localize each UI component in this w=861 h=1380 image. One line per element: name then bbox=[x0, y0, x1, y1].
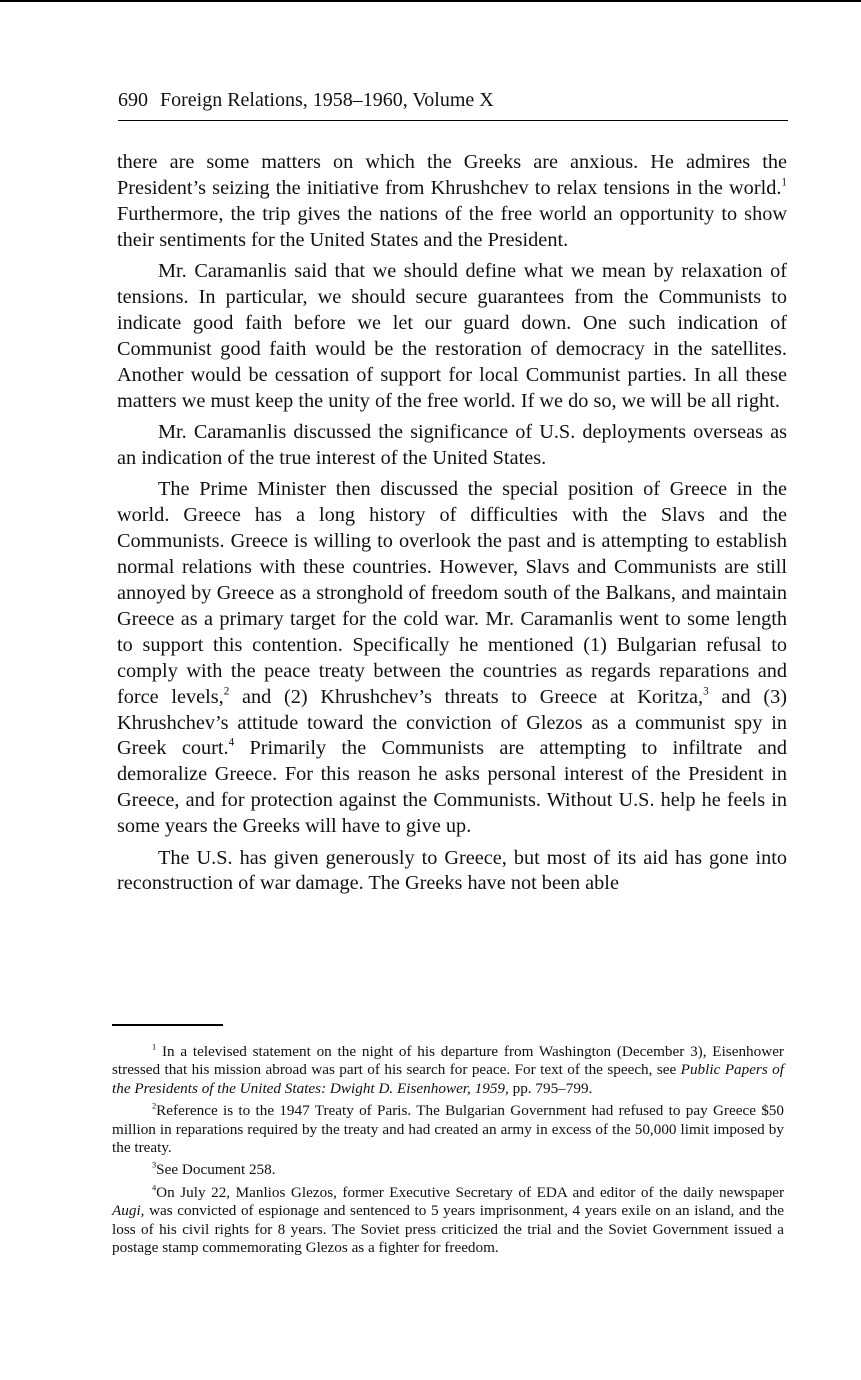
footnote-1-citation: Public Papers of the Presidents of the United States: Dwight D. Eisenhower, 1959, bbox=[112, 1061, 784, 1097]
footnote-1-number: 1 bbox=[152, 1042, 157, 1052]
footnote-1 bbox=[112, 1043, 784, 1098]
footnote-4 bbox=[112, 1184, 784, 1258]
footnote-ref-4: 4 bbox=[228, 737, 235, 750]
paragraph-1-text-cont: Furthermore, the trip gives the nations of the free world an opportunity to show their sentiments for the United States and the President. bbox=[117, 202, 787, 251]
footnote-4-text-cont: was convicted of espionage and sentenced to 5 years imprisonment, 4 years exile on an island, and the loss of his civil rights for 8 years. The Soviet press criticized the trial and the Soviet Government issued a postage stamp commemorating Glezos as a fighter for freedom. bbox=[112, 1202, 784, 1257]
footnote-1-pages: pp. 795–799. bbox=[508, 1079, 593, 1097]
footnote-3-number: 3 bbox=[152, 1161, 157, 1171]
paragraph-1 bbox=[117, 150, 787, 254]
paragraph-2: Mr. Caramanlis said that we should define what we mean by relaxation of tensions. In particular, we should secure guarantees from the Communists to indicate good faith before we let our guard down. One such indication of Communist good faith would be the restoration of democracy in the satellites. Another would be cessation of support for local Communist parties. In all these matters we must keep the unity of the free world. If we do so, we will be all right. bbox=[117, 260, 787, 412]
paragraph-1-text: there are some matters on which the Greeks are anxious. He admires the President’s seizing the initiative from Khrushchev to relax tensions in the world. bbox=[117, 151, 787, 199]
paragraph-4 bbox=[117, 477, 787, 840]
page-number: 690 bbox=[118, 89, 148, 111]
body-text bbox=[117, 150, 787, 903]
footnote-separator bbox=[112, 1024, 223, 1026]
volume-title: Foreign Relations, 1958–1960, Volume X bbox=[160, 89, 494, 111]
footnote-4-text: On July 22, Manlios Glezos, former Executive Secretary of EDA and editor of the daily newspaper bbox=[156, 1183, 784, 1201]
footnote-3-text: See Document 258. bbox=[156, 1161, 276, 1179]
running-head bbox=[118, 86, 788, 121]
top-border bbox=[0, 0, 861, 2]
footnote-2-number: 2 bbox=[152, 1101, 157, 1111]
footnote-ref-2: 2 bbox=[223, 685, 230, 698]
paragraph-5: The U.S. has given generously to Greece, but most of its aid has gone into reconstruction of war damage. The Greeks have not been able bbox=[117, 846, 787, 895]
footnote-4-number: 4 bbox=[152, 1183, 157, 1193]
footnote-2 bbox=[112, 1102, 784, 1157]
paragraph-4-text: The Prime Minister then discussed the special position of Greece in the world. Greece has a long history of difficulties with the Slavs and the Communists. Greece is willing to overlook the past and is attempting to establish normal relations with these countries. However, Slavs and Communists are still annoyed by Greece as a stronghold of freedom south of the Balkans, and maintain Greece as a primary target for the cold war. Mr. Caramanlis went to some length to support this contention. Specifically he mentioned (1) Bulgarian refusal to comply with the peace treaty between the countries as regards reparations and force levels, bbox=[117, 478, 787, 708]
paragraph-3: Mr. Caramanlis discussed the significance of U.S. deployments overseas as an indication of the true interest of the United States. bbox=[117, 421, 787, 469]
footnote-1-text: In a televised statement on the night of his departure from Washington (December 3), Eisenhower stressed that his mission abroad was part of his search for peace. For text of the speech, see bbox=[112, 1043, 784, 1079]
footnotes bbox=[112, 1043, 784, 1261]
paragraph-4-text-b: and (2) Khrushchev’s threats to Greece at Koritza, bbox=[229, 685, 704, 708]
footnote-2-text: Reference is to the 1947 Treaty of Paris. The Bulgarian Government had refused to pay Greece $50 million in reparations required by the treaty and had created an army in excess of the 50,000 limit imposed by the treaty. bbox=[112, 1102, 784, 1157]
footnote-ref-1: 1 bbox=[781, 176, 787, 189]
footnote-3 bbox=[112, 1161, 784, 1179]
footnote-ref-3: 3 bbox=[703, 685, 709, 698]
paragraph-4-text-d: Primarily the Communists are attempting to infiltrate and demoralize Greece. For this reason he asks personal interest of the President in Greece, and for protection against the Communists. Without U.S. help he feels in some years the Greeks will have to give up. bbox=[117, 737, 788, 838]
footnote-4-newspaper: Augi, bbox=[112, 1202, 145, 1220]
paragraph-4-text-c: and (3) Khrushchev’s attitude toward the conviction of Glezos as a communist spy in Greek court. bbox=[117, 685, 787, 760]
